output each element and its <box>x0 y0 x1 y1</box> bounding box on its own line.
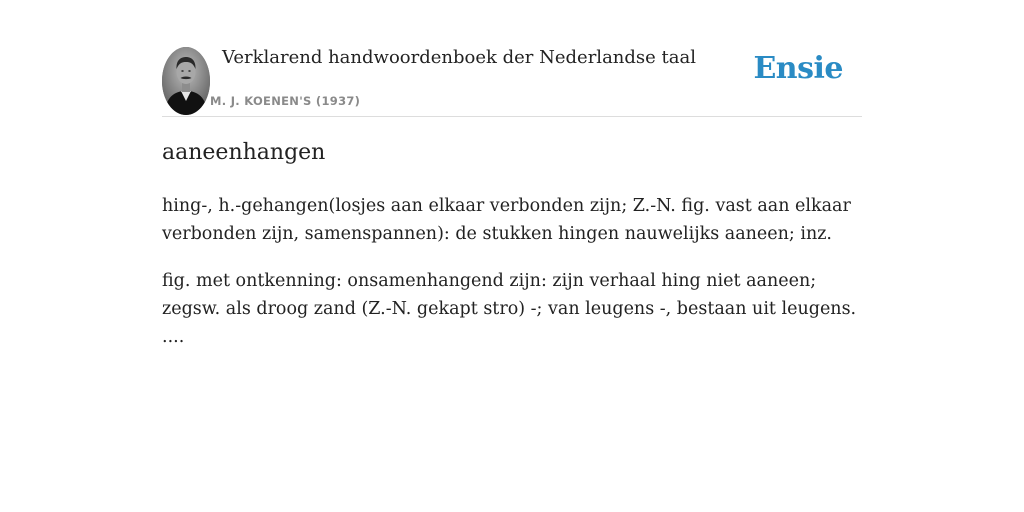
dictionary-author: M. J. KOENEN'S (1937) <box>210 94 361 108</box>
dictionary-header <box>162 46 862 117</box>
definition-paragraph: hing-, h.-gehangen(losjes aan elkaar verbonden zijn; Z.-N. fig. vast aan elkaar verbonden zijn, samenspannen): de stukken hingen nauwelijks aaneen; inz. <box>162 196 851 244</box>
definition-paragraph: fig. met ontkenning: onsamenhangend zijn: zijn verhaal hing niet aaneen; zegsw. als droog zand (Z.-N. gekapt stro) -; van leugens -, bestaan uit leugens. .... <box>162 271 857 347</box>
ensie-logo-link[interactable]: Ensie <box>753 51 843 86</box>
entry-headword: aaneenhangen <box>162 140 326 165</box>
author-portrait-image <box>162 47 210 115</box>
author-portrait <box>162 47 210 115</box>
dictionary-title: Verklarend handwoordenboek der Nederlandse taal <box>222 47 696 68</box>
